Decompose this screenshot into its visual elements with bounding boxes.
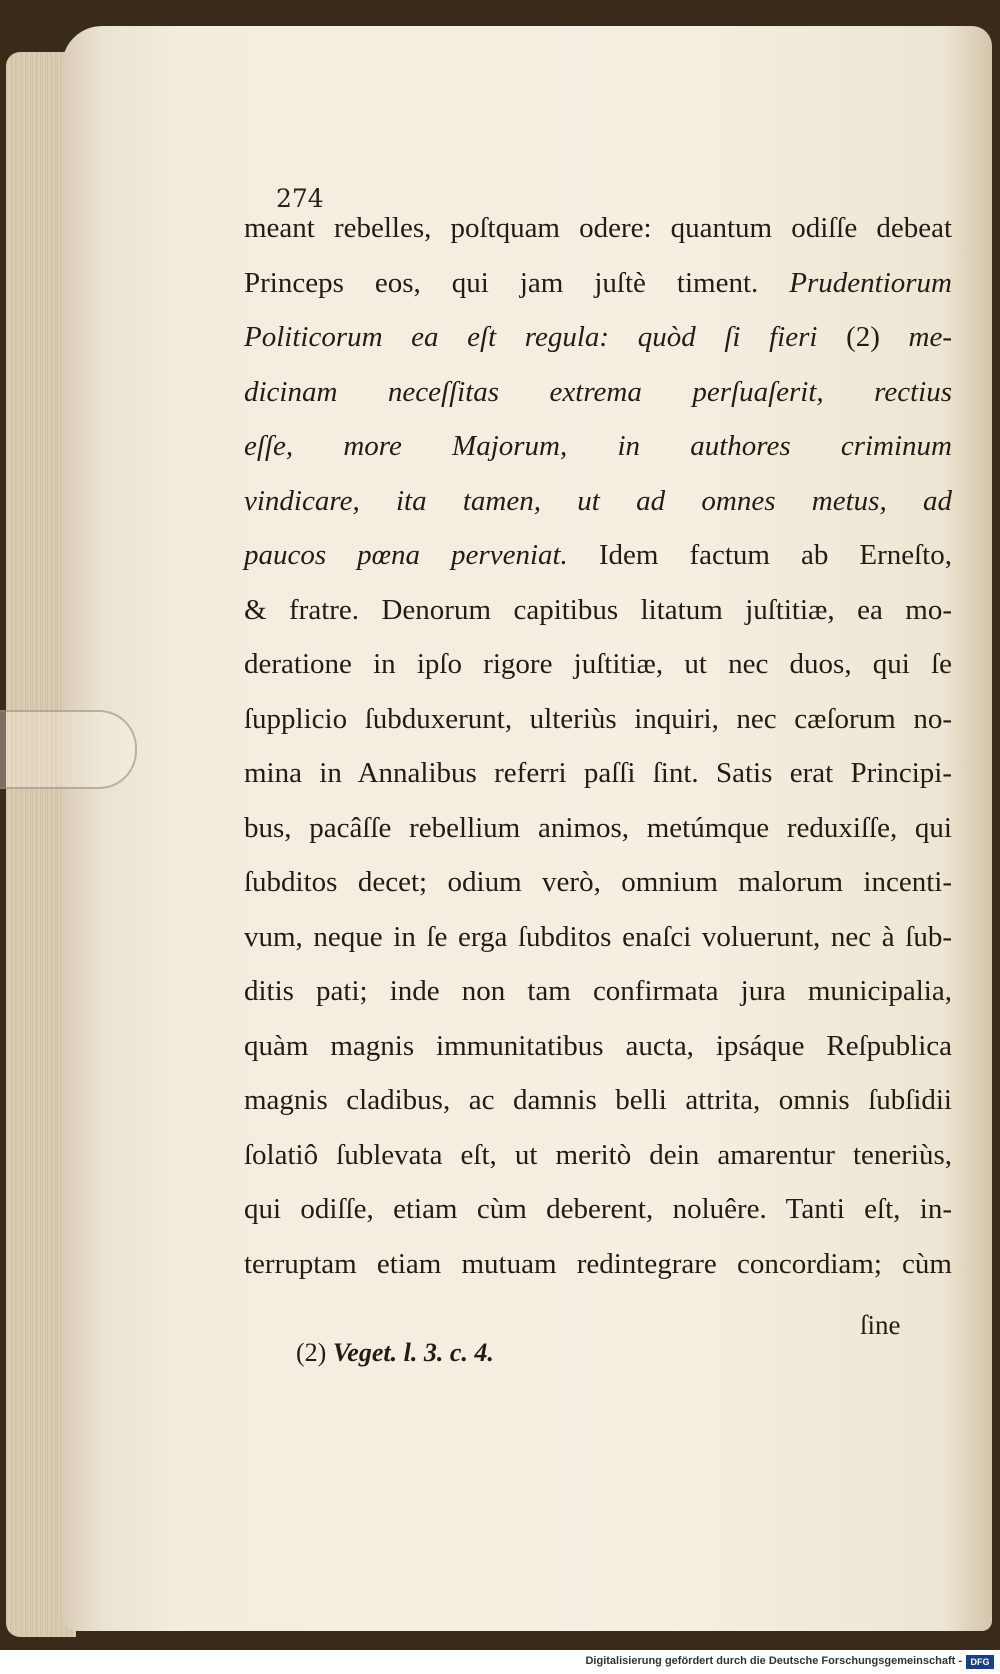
- text-line: [244, 1030, 952, 1063]
- roman-segment: ſubditos decet; odium verò, omnium malorum incenti-: [244, 866, 952, 898]
- text-line: [244, 376, 952, 409]
- text-line: [244, 975, 952, 1008]
- italic-segment: vindicare, ita tamen, ut ad omnes metus, ad: [244, 484, 952, 517]
- text-line: [244, 921, 952, 954]
- italic-segment: me-: [908, 321, 952, 353]
- text-line: [244, 866, 952, 899]
- roman-segment: meant rebelles, poſtquam odere: quantum odiſſe debeat: [244, 212, 952, 244]
- roman-segment: (2): [846, 321, 909, 353]
- text-line: [244, 321, 952, 354]
- italic-segment: Prudentiorum: [789, 266, 952, 299]
- page-number: 274: [276, 184, 324, 213]
- text-line: [244, 812, 952, 845]
- italic-segment: paucos pœna perveniat.: [244, 539, 568, 571]
- roman-segment: mina in Annalibus referri paſſi ſint. Satis erat Principi-: [244, 757, 952, 789]
- roman-segment: bus, pacâſſe rebellium animos, metúmque reduxiſſe, qui: [244, 811, 952, 844]
- footnote-number: (2): [296, 1338, 327, 1367]
- page-tab-marker: [0, 710, 137, 789]
- footer-credit: Digitalisierung gefördert durch die Deutsche Forschungsgemeinschaft -: [585, 1655, 962, 1667]
- footnote-reference: Veget. l. 3. c. 4.: [332, 1338, 494, 1367]
- roman-segment: vum, neque in ſe erga ſubditos enaſci voluerunt, nec à ſub-: [244, 920, 952, 953]
- roman-segment: terruptam etiam mutuam redintegrare concordiam; cùm: [244, 1247, 952, 1280]
- text-line: [244, 539, 952, 572]
- text-line: [244, 1193, 952, 1226]
- text-line: [244, 267, 952, 300]
- catchword: ſine: [860, 1310, 901, 1340]
- roman-segment: ſolatiô ſublevata eſt, ut meritò dein amarentur teneriùs,: [244, 1138, 952, 1171]
- roman-segment: & fratre. Denorum capitibus litatum juſtitiæ, ea mo-: [244, 593, 952, 626]
- text-line: [244, 648, 952, 681]
- text-line: [244, 594, 952, 627]
- roman-segment: ſupplicio ſubduxerunt, ulteriùs inquiri, nec cæſorum no-: [244, 702, 952, 735]
- digitization-footer: [0, 1652, 1000, 1674]
- roman-segment: Princeps eos, qui jam juſtè timent.: [244, 266, 790, 299]
- roman-segment: deratione in ipſo rigore juſtitiæ, ut nec duos, qui ſe: [244, 648, 952, 680]
- text-line: [244, 485, 952, 518]
- text-line: [244, 1248, 952, 1281]
- roman-segment: ditis pati; inde non tam confirmata jura municipalia,: [244, 975, 952, 1007]
- text-line: [244, 1139, 952, 1172]
- text-line: [244, 757, 952, 790]
- footnote: [296, 1338, 494, 1368]
- italic-segment: dicinam neceſſitas extrema perſuaſerit, rectius: [244, 375, 952, 408]
- dfg-logo-icon: DFG: [966, 1655, 994, 1669]
- italic-segment: Politicorum ea eſt regula: quòd ſi fieri: [244, 321, 847, 353]
- italic-segment: eſſe, more Majorum, in authores criminum: [244, 430, 952, 462]
- roman-segment: Idem factum ab Erneſto,: [567, 539, 952, 571]
- roman-segment: qui odiſſe, etiam cùm deberent, noluêre. Tanti eſt, in-: [244, 1193, 952, 1225]
- text-line: [244, 703, 952, 736]
- text-line: [244, 430, 952, 463]
- roman-segment: magnis cladibus, ac damnis belli attrita, omnis ſubſidii: [244, 1084, 952, 1116]
- roman-segment: quàm magnis immunitatibus aucta, ipsáque Reſpublica: [244, 1029, 952, 1062]
- text-line: [244, 212, 952, 245]
- text-line: [244, 1084, 952, 1117]
